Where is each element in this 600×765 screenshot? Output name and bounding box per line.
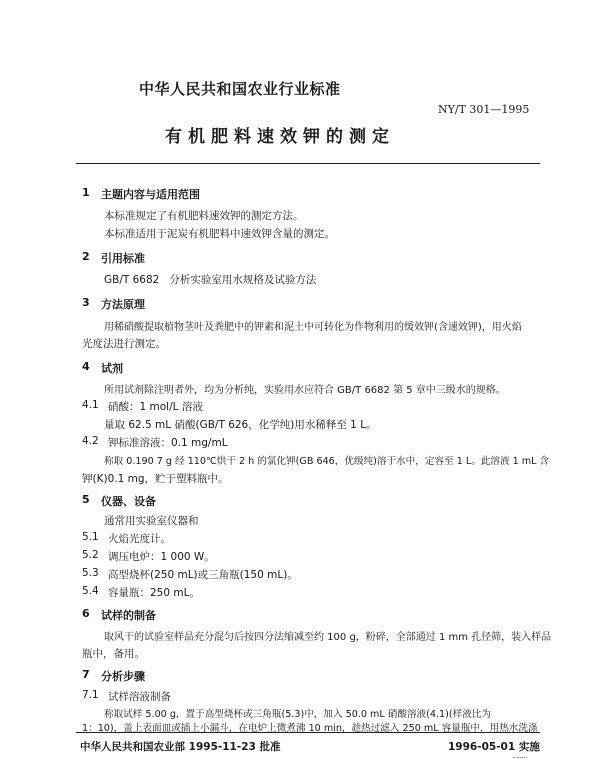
section-3-number: 3: [82, 296, 90, 309]
item-5-1-text: 火焰光度计。: [108, 533, 171, 545]
section-1-number: 1: [82, 186, 90, 199]
scan-mark: [513, 757, 527, 760]
section-4-title: 试剂: [101, 362, 123, 375]
item-4-1-number: 4.1: [82, 399, 99, 411]
section-3-line-2: 光度法进行测定。: [82, 338, 166, 350]
section-6-line-1: 取风干的试验室样品充分混匀后按四分法缩减至约 100 g，粉碎，全部通过 1 mm 孔径筛，装入样品: [104, 632, 552, 643]
item-4-2-line-1: 称取 0.190 7 g 经 110℃烘干 2 h 的氯化钾(GB 646，优级纯)溶于水中，定容至 1 L。此溶液 1 mL 含: [104, 456, 550, 467]
item-5-4-text: 容量瓶：250 mL。: [108, 587, 200, 599]
item-4-1-title: 硝酸：1 mol/L 溶液: [108, 401, 203, 413]
section-7-number: 7: [82, 668, 90, 681]
item-4-2-title: 钾标准溶液：0.1 mg/mL: [108, 437, 228, 449]
section-4-number: 4: [82, 360, 90, 373]
section-5-number: 5: [82, 493, 90, 506]
section-2-title: 引用标准: [101, 252, 145, 265]
section-6-number: 6: [82, 607, 90, 620]
section-4-intro: 所用试剂除注明者外，均为分析纯，实验用水应符合 GB/T 6682 第 5 章中三级水的规格。: [104, 385, 506, 396]
section-3-title: 方法原理: [101, 298, 145, 311]
header-rule: [76, 163, 540, 164]
item-7-1-number: 7.1: [82, 689, 99, 701]
section-1-title: 主题内容与适用范围: [101, 188, 200, 201]
section-5-title: 仪器、设备: [101, 495, 156, 508]
section-1-line-2: 本标准适用于泥炭有机肥料中速效钾含量的测定。: [104, 228, 335, 240]
item-5-3-text: 高型烧杯(250 mL)或三角瓶(150 mL)。: [108, 569, 298, 581]
section-6-title: 试样的制备: [101, 609, 156, 622]
item-4-2-number: 4.2: [82, 435, 99, 447]
section-1-line-1: 本标准规定了有机肥料速效钾的测定方法。: [104, 210, 304, 222]
item-5-4-number: 5.4: [82, 585, 99, 597]
footer-rule: [76, 732, 540, 733]
standard-code: NY/T 301—1995: [438, 103, 530, 116]
section-2-number: 2: [82, 250, 90, 263]
item-5-1-number: 5.1: [82, 531, 99, 543]
section-6-line-2: 瓶中，备用。: [82, 648, 145, 660]
standard-title: 中华人民共和国农业行业标准: [139, 80, 341, 98]
section-2-line-1: GB/T 6682 分析实验室用水规格及试验方法: [104, 274, 317, 286]
section-7-line-1: 称取试样 5.00 g，置于高型烧杯或三角瓶(5.3)中，加入 50.0 mL 硝酸溶液(4.1)(样液比为: [104, 709, 492, 720]
item-5-2-text: 调压电炉：1 000 W。: [108, 551, 215, 563]
section-5-intro: 通常用实验室仪器和: [104, 515, 199, 527]
footer-implementation: 1996-05-01 实施: [448, 741, 540, 753]
section-7-line-2: 1：10)，盖上表面皿或插上小漏斗，在电炉上微煮沸 10 min，趁热过滤入 250 mL 容量瓶中，用热水洗涤: [82, 723, 538, 734]
document-title: 有机肥料速效钾的测定: [165, 127, 395, 147]
item-5-2-number: 5.2: [82, 549, 99, 561]
item-4-2-line-2: 钾(K)0.1 mg，贮于塑料瓶中。: [82, 473, 229, 485]
section-7-title: 分析步骤: [101, 670, 145, 683]
footer-approval: 中华人民共和国农业部 1995-11-23 批准: [80, 741, 281, 753]
item-5-3-number: 5.3: [82, 567, 99, 579]
section-3-line-1: 用稀硝酸提取植物茎叶及粪肥中的钾素和泥土中可转化为作物利用的缓效钾(含速效钾)，用火焰: [104, 322, 522, 333]
item-7-1-title: 试样溶液制备: [108, 691, 171, 703]
item-4-1-line-1: 量取 62.5 mL 硝酸(GB/T 626，化学纯)用水稀释至 1 L。: [104, 419, 377, 431]
